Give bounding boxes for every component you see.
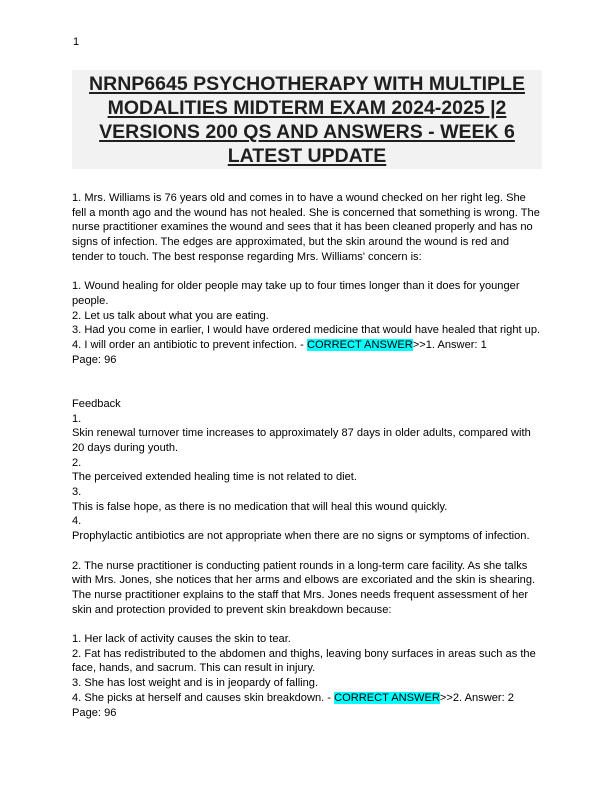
question-2-option-3: 3. She has lost weight and is in jeopardy of falling.	[72, 677, 319, 690]
feedback-item: 2.	[72, 456, 82, 469]
feedback-item: This is false hope, as there is no medication that will heal this wound quickly.	[72, 500, 448, 513]
question-1-option-1: 1. Wound healing for older people may take up to four times longer than it does for younger people.	[72, 280, 520, 307]
page-reference: Page: 96	[72, 353, 117, 366]
question-1-option-3: 3. Had you come in earlier, I would have ordered medicine that would have healed that right up.	[72, 324, 541, 337]
document-body	[72, 191, 542, 720]
question-1-option-4-line	[72, 338, 542, 353]
question-2-stem: 2. The nurse practitioner is conducting patient rounds in a long-term care facility. As she talks with Mrs. Jones, she notices that her arms and elbows are excoriated and the skin is shearing. The nurse practitioner explains to the staff that Mrs. Jones needs frequent assessment of her skin and protection provided to prevent skin breakdown because:	[72, 559, 536, 616]
page-number: 1	[73, 36, 80, 48]
question-1-option-4: 4. I will order an antibiotic to prevent infection. -	[72, 339, 307, 352]
question-2-option-4-line	[72, 691, 542, 706]
title-box	[72, 70, 542, 169]
question-2-option-4: 4. She picks at herself and causes skin breakdown. -	[72, 691, 335, 704]
question-2-option-2: 2. Fat has redistributed to the abdomen and thighs, leaving bony surfaces in areas such as the face, hands, and sacrum. This can result in injury.	[72, 647, 536, 675]
feedback-item: 4.	[72, 515, 82, 528]
document-title: NRNP6645 PSYCHOTHERAPY WITH MULTIPLE MODALITIES MIDTERM EXAM 2024-2025 |2 VERSIONS 200 QS AND ANSWERS - WEEK 6 LATEST UPDATE	[89, 73, 525, 167]
feedback-item: 1.	[72, 412, 82, 425]
question-1-option-2: 2. Let us talk about what you are eating.	[72, 309, 269, 322]
feedback-item: The perceived extended healing time is not related to diet.	[72, 471, 357, 484]
feedback-heading: Feedback	[72, 397, 121, 410]
answer-text: >>1. Answer: 1	[412, 339, 487, 352]
answer-text: >>2. Answer: 2	[439, 691, 514, 704]
correct-answer-highlight: CORRECT ANSWER	[334, 691, 440, 704]
correct-answer-highlight: CORRECT ANSWER	[306, 339, 413, 352]
feedback-item: Prophylactic antibiotics are not appropriate when there are no signs or symptoms of infection.	[72, 530, 530, 543]
feedback-item: Skin renewal turnover time increases to approximately 87 days in older adults, compared with 20 days during youth.	[72, 427, 531, 454]
feedback-item: 3.	[72, 486, 82, 499]
question-2-option-1: 1. Her lack of activity causes the skin to tear.	[72, 633, 291, 646]
question-1-stem: 1. Mrs. Williams is 76 years old and comes in to have a wound checked on her right leg. She fell a month ago and the wound has not healed. She is concerned that something is wrong. The nurse practitioner examines the wound and sees that it has been cleaned properly and has no signs of infection. The edges are approximated, but the skin around the wound is red and tender to touch. The best response regarding Mrs. Williams' concern is:	[72, 192, 540, 263]
page-reference: Page: 96	[72, 706, 117, 719]
